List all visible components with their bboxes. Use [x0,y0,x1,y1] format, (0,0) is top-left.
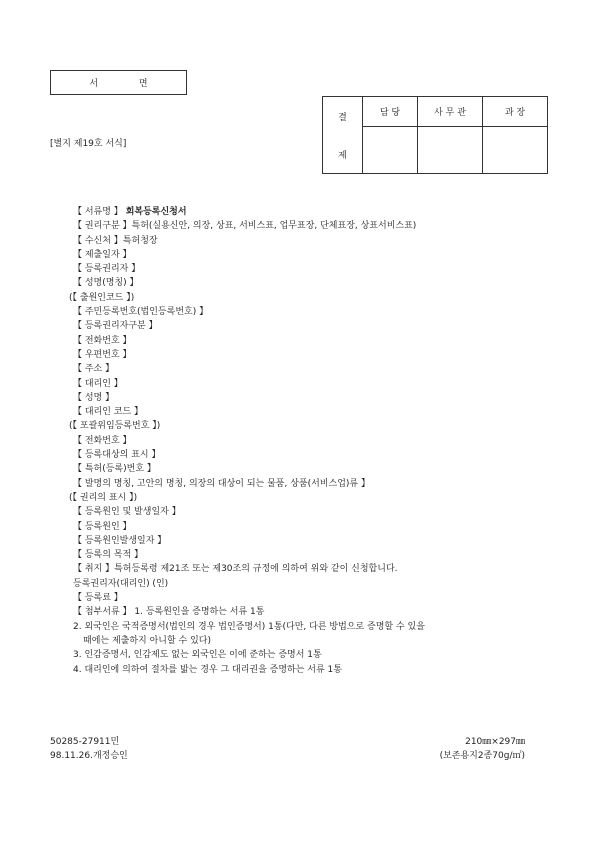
document-type-box [50,70,187,95]
field-agent-code: 【 대리인 코드 】 [73,407,144,418]
field-postal-code: 【 우편번호 】 [73,349,132,360]
field-resident-number: 【 주민등록번호(법인등록번호) 】 [73,307,209,318]
signature-cell-officer[interactable] [418,127,483,174]
form-title-label: 【 서류명 】 [73,207,123,217]
field-intent: 【 취지 】특허등록령 제21조 또는 제30조의 규정에 의하여 위와 같이 신청합니다. [73,564,398,575]
field-right-type: 【 권리구분 】특허(실용신안, 의장, 상표, 서비스표, 업무표장, 단체표장, 상표서비스표) [73,221,417,232]
field-agent-name: 【 성명 】 [73,392,115,403]
field-cause-date: 【 등록원인발생일자 】 [73,535,167,546]
field-patent-number: 【 특허(등록)번호 】 [73,464,156,475]
field-applicant-code: (【 출원인코드 】) [69,292,135,303]
form-body [69,205,553,677]
field-cause: 【 등록원인 】 [73,521,132,532]
document-type-label: 서 면 [89,79,148,89]
approval-table [322,96,548,174]
attachment-item-3: 3. 인감증명서, 인감제도 없는 외국인은 이에 준하는 증명서 1통 [73,650,322,661]
field-fee: 【 등록료 】 [73,593,123,604]
field-cause-and-date: 【 등록원인 및 발생일자 】 [73,507,181,518]
field-registrant-type: 【 등록권리자구분 】 [73,321,158,332]
field-agent: 【 대리인 】 [73,378,123,389]
field-submit-date: 【 제출일자 】 [73,249,132,260]
footer-left [50,735,128,763]
approval-col-chief: 과 장 [483,97,548,127]
field-name: 【 성명(명칭) 】 [73,278,139,289]
field-right-indication: (【 권리의 표시 】) [69,492,138,503]
attachments-label: 【 첨부서류 】 [73,607,132,618]
field-registration-subject: 【 등록대상의 표시 】 [73,450,161,461]
footer-approval-date: 98.11.26.개정승인 [50,751,128,761]
approval-col-officer: 사 무 관 [418,97,483,127]
footer-paper: (보존용지2종70g/㎡) [439,751,525,761]
attachment-item-2-cont: 때에는 제출하지 아니할 수 있다) [83,635,211,646]
field-phone: 【 전화번호 】 [73,335,132,346]
footer-right [419,735,525,763]
footer-size: 210㎜×297㎜ [465,737,525,747]
field-general-power-number: (【 포괄위임등록번호 】) [69,421,161,432]
field-purpose: 【 등록의 목적 】 [73,550,144,561]
approval-label-top: 결 [338,112,347,123]
form-title-line [73,205,553,219]
signature-line: 등록권리자(대리인) (인) [73,578,169,589]
field-agent-phone: 【 전화번호 】 [73,435,132,446]
signature-cell-chief[interactable] [483,127,548,174]
attachment-item-1: 1. 등록원인을 증명하는 서류 1통 [134,607,265,618]
attachments-line [73,605,553,619]
field-recipient: 【 수신처 】특허청장 [73,235,158,246]
footer-code: 50285-27911민 [50,737,120,747]
field-invention-title: 【 발명의 명칭, 고안의 명칭, 의장의 대상이 되는 물품, 상품(서비스업)류 】 [73,478,370,489]
signature-cell-staff[interactable] [363,127,418,174]
attachment-item-4: 4. 대리인에 의하여 절차를 밟는 경우 그 대리권을 증명하는 서류 1통 [73,664,342,675]
approval-col-staff: 담 당 [363,97,418,127]
field-address: 【 주소 】 [73,364,115,375]
field-registrant: 【 등록권리자 】 [73,264,141,275]
approval-label-cell [323,97,363,174]
approval-label-bottom: 제 [338,150,347,161]
form-number: [별지 제19호 서식] [50,139,127,149]
attachment-item-2: 2. 외국인은 국적증명서(법인의 경우 법인증명서) 1통(다만, 다른 방법으로 증명할 수 있을 [73,621,425,632]
form-title: 회복등록신청서 [125,207,187,217]
